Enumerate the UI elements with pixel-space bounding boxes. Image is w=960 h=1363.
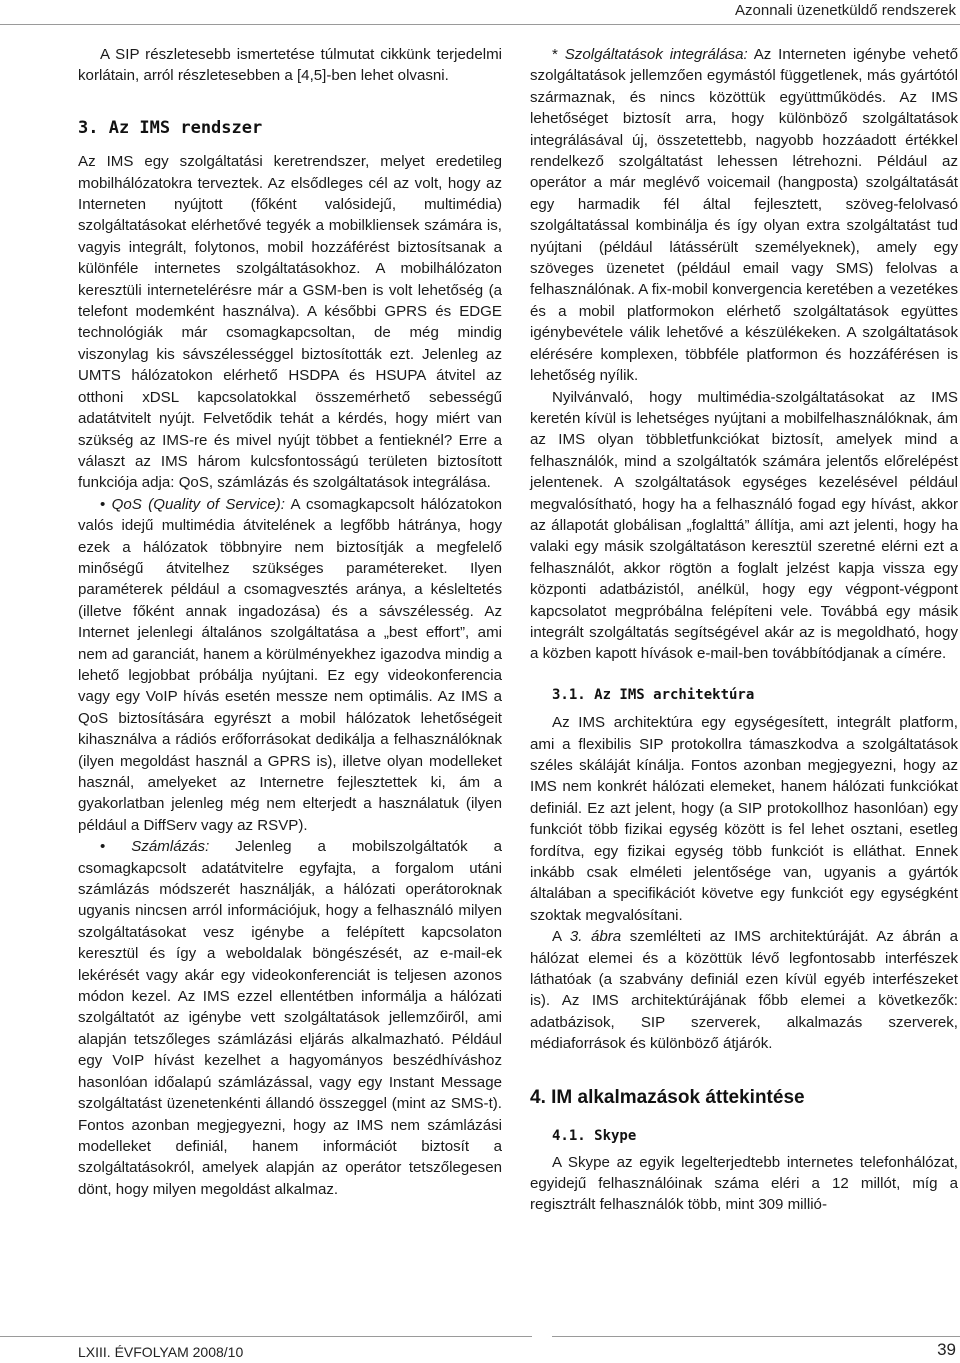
figure-reference: 3. ábra — [569, 928, 622, 946]
intro-paragraph: A SIP részletesebb ismertetése túlmutat cikkünk terjedelmi korlátain, arról részletesebben a [4,5]-ben lehet olvasni. — [78, 46, 502, 85]
integration-text: Az Interneten igénybe vehető szolgáltatások jellemzően egymástól függetlenek, más gyártótól származnak, és nincs közöttük együttműködés. Az IMS lehetőséget biztosít arra, hogy különböző szolgáltatások integrálásával új, összetettebb, nagyobb hozzáadott értékkel rendelkező szolgáltatást lehessen létrehozni. Például az operátor a már meglévő voicemail (hangposta) szolgáltatását egy harmadik fél által fejlesztett, szöveg-felolvasó szolgáltatással kombinálja és így olyan extra szolgáltatást tud nyújtani (például látássérült személyeknek), amely egy szöveges üzenetet (például email vagy SMS) felolvas a felhasználónak. A fix-mobil konvergencia keretében a vezetékes és a mobil platformokon elérhető szolgáltatások együttes igénybevétele válik lehetővé a készülékeken. A szolgáltatások elérésére komplexen, többféle platformon és hozzáférésen is lehetőség nyílik. — [530, 46, 958, 385]
paragraph-5: A Skype az egyik legelterjedtebb internetes telefonhálózat, egyidejű felhasználóinak száma eléri a 12 millót, míg a regisztrált felhasználók több, mint 309 millió- — [530, 1153, 958, 1214]
qos-bullet-item — [78, 494, 502, 837]
paragraph-4-start: A — [552, 928, 570, 946]
paragraph-3: Az IMS architektúra egy egységesített, integrált platform, ami a flexibilis SIP protokollra támaszkodva a szolgáltatások széles skáláját kínálja. Fontos azonban megjegyezni, hogy az IMS nem konkrét hálózati elemeket, hanem hálózati funkciókat definiál. Ez azt jelent, hogy (a SIP protokollhoz hasonlóan) egy funkciót több fizikai egység között is fel lehet osztani, esetleg fordítva, egy fizikai egység több funkciót is elláthat. Ennek inkább csak elméleti jelentősége van, ugyanis a gyártók általában a specifikációt követve egy funkciót egy egységként szoktak megvalósítani. — [530, 714, 958, 924]
footer-rule-left — [0, 1336, 532, 1337]
right-column — [530, 44, 958, 1216]
section-3-paragraph: Az IMS egy szolgáltatási keretrendszer, melyet eredetileg mobilhálózatokra terveztek. Az elsődleges cél az volt, hogy az Interneten nyújtott (főként valósidejű, multimédia) szolgáltatásokat elérhetővé tegyék a mobilkliensek számára is, vagyis integrált, folytonos, mobil hozzáférést biztosítsanak a különféle internetes szolgáltatásokhoz. A mobilhálózaton keresztüli internetelérésre már a GSM-ben is volt lehetőség (a telefont modemként használva). A későbbi GPRS és EDGE technológiák már csomagkapcsoltan, de még mindig viszonylag kis sávszélességgel biztosították ezt. Jelenleg az UMTS hálózatokon elérhető HSDPA és HSUPA átvitel az otthoni xDSL kapcsolatokkal összemérhető sebességű adatátvitelt nyújt. Felvetődik tehát a kérdés, hogy miért van szükség az IMS-re és mivel nyújt többet a fentieknél? Erre a választ az IMS három kulcsfontosságú területen biztosított funkciója adja: QoS, számlázás és szolgáltatások integrálása. — [78, 153, 502, 492]
subsection-4-1-heading: 4.1. Skype — [552, 1128, 637, 1145]
billing-text: Jelenleg a mobilszolgáltatók a csomagkapcsolt adatátvitelre egyfajta, a forgalom utáni számlázás módszerét használják, a hálózati operátoroknak ugyanis nincsen arról információjuk, hogy a felhasználó milyen szolgáltatásokat vesz igénybe a felépített kapcsolaton keresztül és így a weboldalak böngészését, az e-mail-ek lekérését vagy akár egy videokonferenciát is teljesen azonos módon kezel. Az IMS ezzel ellentétben informálja a hálózati szolgáltatót az igénybe vett szolgáltatások jellemzőiről, ami alapján tetszőleges számlázási eljárás alkalmazható. Például egy VoIP hívást kezelhet a hagyományos beszédhíváshoz hasonlóan időalapú számlázással, vagy egy Instant Message szolgáltatást üzenetenkénti állandó összeggel (mint az SMS-t). Fontos azonban megjegyezni, hogy az IMS nem számlázási modelleket definiál, hanem információt biztosít a szolgáltatásokról, amelyek alapján az operátor tetszőlegesen dönt, hogy milyen megoldást alkalmaz. — [78, 838, 502, 1198]
billing-bullet-item — [78, 836, 502, 1200]
qos-term: QoS (Quality of Service): — [111, 495, 285, 513]
bullet: * — [552, 46, 558, 63]
footer-rule-right — [552, 1336, 960, 1337]
section-4-heading: 4. IM alkalmazások áttekintése — [530, 1086, 805, 1108]
billing-term: Számlázás: — [131, 838, 210, 856]
paragraph-2: Nyilvánvaló, hogy multimédia-szolgáltatásokat az IMS keretén kívül is lehetséges nyújtani a mobilfelhasználóknak, ám az IMS olyan többletfunkciókat biztosít, amelyek mind a felhasználók, mind a szolgáltatók számára jelentős előrelépést jelentenek. A szolgáltatások egységes kezelésével például megvalósítható, hogy ha a felhasználó fogad egy hívást, akkor az állapotát globálisan „foglalttá” állítja, ami azt jelenti, hogy ha valaki egy másik szolgáltatáson keresztül szeretné elérni ezt a felhasználót, akkor rögtön a foglalt jelzést kapja vissza egy központi adatbázistól, anélkül, hogy egy végpont-végpont kapcsolatot megpróbálna felépíteni vele. Továbbá egy másik integrált szolgáltatás segítségével akár az is megoldható, hogy a közben kapott hívások e-mail-ben továbbítódjanak a címére. — [530, 388, 958, 663]
header-rule — [0, 24, 960, 25]
subsection-3-1-heading: 3.1. Az IMS architektúra — [552, 686, 755, 703]
left-column — [78, 44, 502, 1200]
bullet: • — [100, 838, 106, 856]
footer-volume: LXIII. ÉVFOLYAM 2008/10 — [78, 1344, 244, 1360]
page-number: 39 — [937, 1340, 956, 1359]
integration-term: Szolgáltatások integrálása: — [564, 46, 748, 63]
bullet: • — [100, 495, 106, 513]
integration-bullet-item — [530, 44, 958, 387]
running-header: Azonnali üzenetküldő rendszerek — [735, 2, 956, 19]
paragraph-4 — [530, 926, 958, 1054]
qos-text: A csomagkapcsolt hálózatokon valós idejű multimédia átvitelének a legfőbb hátránya, hogy ezek a hálózatok többnyire nem biztosítják a megfelelő minőségű átvitelhez szükséges paramétereket. Ilyen paraméterek például a csomagvesztés aránya, a késleltetés (illetve főként annak ingadozása) és a sávszélesség. Az Internet jelenlegi általános szolgáltatása a „best effort”, ami nem ad garanciát, hanem a körülményekhez igazodva mindig a lehető legjobbat próbálja nyújtani. Ez egy videokonferencia vagy egy VoIP hívás esetén messze nem optimális. Az IMS a QoS biztosítására egyrészt a mobil hálózatok lehetőségeit kihasználva a rádiós erőforrásokat dedikálja a felhasználóknak (ilyen megoldást használ a GPRS is), illetve olyan modelleket használ, amelyeket az Internetre fejlesztettek ki, ám a gyakorlatban jelenleg még nem elterjedt a használatuk (ilyen például a DiffServ vagy az RSVP). — [78, 495, 502, 834]
section-3-heading: 3. Az IMS rendszer — [78, 117, 263, 138]
paragraph-4-rest: szemlélteti az IMS architektúráját. Az ábrán a hálózat elemei és a közöttük lévő legfontosabb interfészek láthatóak (a szabvány definiál ezen kívül egyéb interfészeket is). Az IMS architektúrájának főbb elemei a következők: adatbázisok, SIP szerverek, alkalmazás szerverek, médiaforrások és különböző átjárók. — [530, 928, 959, 1053]
